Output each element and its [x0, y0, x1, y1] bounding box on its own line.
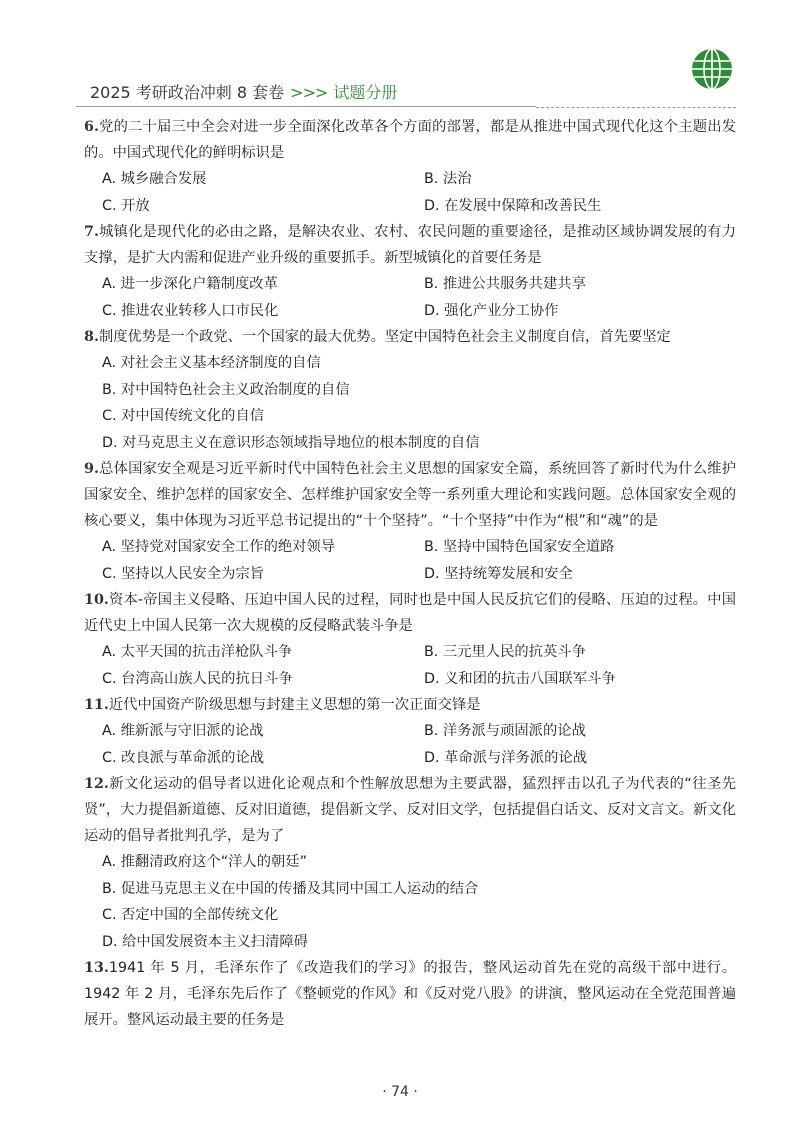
page-number: · 74 ·	[382, 1084, 418, 1100]
answer-option: B. 推进公共服务共建共享	[424, 276, 586, 292]
answer-options	[84, 271, 736, 324]
question-13	[84, 955, 736, 1033]
header-rule	[76, 106, 536, 107]
answer-option: A. 对社会主义基本经济制度的自信	[102, 355, 321, 371]
question-12	[84, 771, 736, 955]
answer-option: A. 太平天国的抗击洋枪队斗争	[102, 644, 293, 660]
question-stem	[84, 955, 736, 1033]
question-6	[84, 114, 736, 219]
answer-option: D. 强化产业分工协作	[424, 302, 559, 319]
answer-option: D. 对马克思主义在意识形态领域指导地位的根本制度的自信	[102, 434, 480, 451]
page-header	[76, 74, 736, 108]
answer-option: D. 义和团的抗击八国联军斗争	[424, 670, 616, 687]
answer-options	[84, 849, 736, 955]
answer-options	[84, 350, 736, 456]
header-arrows: >>>	[290, 83, 328, 102]
section-title: 试题分册	[333, 83, 398, 102]
question-number: 12.	[84, 776, 109, 792]
question-stem	[84, 587, 736, 639]
answer-option: C. 否定中国的全部传统文化	[102, 907, 279, 923]
question-text: 资本-帝国主义侵略、压迫中国人民的过程，同时也是中国人民反抗它们的侵略、压迫的过程。中国近代史上中国人民第一次大规模的反侵略武装斗争是	[84, 592, 736, 634]
question-text: 制度优势是一个政党、一个国家的最大优势。坚定中国特色社会主义制度自信，首先要坚定	[98, 329, 671, 345]
answer-option: A. 推翻清政府这个“洋人的朝廷”	[102, 854, 307, 870]
question-number: 9.	[84, 461, 99, 477]
question-number: 8.	[84, 329, 99, 345]
answer-option: D. 坚持统筹发展和安全	[424, 565, 573, 582]
question-text: 新文化运动的倡导者以进化论观点和个性解放思想为主要武器，猛烈抨击以孔子为代表的“往圣先贤”，大力提倡新道德、反对旧道德，提倡新文学、反对旧文学，包括提倡白话文、反对文言文。新文化运动的倡导者批判孔学，是为了	[84, 776, 736, 844]
answer-option: B. 坚持中国特色国家安全道路	[424, 539, 615, 555]
question-stem	[84, 692, 736, 718]
answer-option: C. 改良派与革命派的论战	[102, 749, 265, 766]
header-title	[90, 80, 397, 103]
question-text: 近代中国资产阶级思想与封建主义思想的第一次正面交锋是	[108, 697, 481, 713]
header-dashed-rule	[536, 107, 736, 108]
question-text: 党的二十届三中全会对进一步全面深化改革各个方面的部署，都是从推进中国式现代化这个主题出发的。中国式现代化的鲜明标识是	[84, 119, 736, 161]
question-8	[84, 324, 736, 456]
question-text: 城镇化是现代化的必由之路，是解决农业、农村、农民问题的重要途径，是推动区域协调发展的有力支撑，是扩大内需和促进产业升级的重要抓手。新型城镇化的首要任务是	[84, 224, 736, 266]
question-11	[84, 692, 736, 771]
question-stem	[84, 114, 736, 166]
answer-option: D. 革命派与洋务派的论战	[424, 749, 588, 766]
answer-option: C. 对中国传统文化的自信	[102, 408, 265, 424]
answer-option: B. 法治	[424, 171, 472, 187]
answer-option: B. 对中国特色社会主义政治制度的自信	[102, 381, 350, 398]
book-title: 2025 考研政治冲刺 8 套卷	[90, 83, 285, 102]
answer-option: A. 城乡融合发展	[102, 171, 207, 187]
question-number: 11.	[84, 697, 109, 713]
answer-option: B. 三元里人民的抗英斗争	[424, 644, 586, 660]
question-9	[84, 456, 736, 587]
answer-option: C. 台湾高山族人民的抗日斗争	[102, 670, 293, 687]
question-10	[84, 587, 736, 692]
question-7	[84, 219, 736, 324]
question-text: 1941 年 5 月，毛泽东作了《改造我们的学习》的报告，整风运动首先在党的高级干部中进行。1942 年 2 月，毛泽东先后作了《整顿党的作风》和《反对党八股》的讲演，整风运动在全党范围普遍展开。整风运动最主要的任务是	[84, 960, 736, 1028]
answer-options	[84, 639, 736, 692]
answer-options	[84, 718, 736, 771]
answer-option: B. 促进马克思主义在中国的传播及其同中国工人运动的结合	[102, 880, 479, 897]
question-stem	[84, 324, 736, 350]
question-stem	[84, 771, 736, 849]
globe-logo-icon	[690, 47, 734, 91]
answer-option: B. 洋务派与顽固派的论战	[424, 723, 586, 739]
question-text: 总体国家安全观是习近平新时代中国特色社会主义思想的国家安全篇，系统回答了新时代为什么维护国家安全、维护怎样的国家安全、怎样维护国家安全等一系列重大理论和实践问题。总体国家安全观的核心要义，集中体现为习近平总书记提出的“十个坚持”。“十个坚持”中作为“根”和“魂”的是	[84, 461, 736, 529]
answer-options	[84, 166, 736, 219]
answer-option: D. 在发展中保障和改善民生	[424, 197, 602, 214]
question-number: 6.	[84, 119, 99, 135]
answer-option: A. 维新派与守旧派的论战	[102, 723, 264, 739]
answer-options	[84, 534, 736, 587]
question-stem	[84, 219, 736, 271]
answer-option: C. 开放	[102, 197, 150, 214]
question-list	[84, 114, 736, 1033]
answer-option: D. 给中国发展资本主义扫清障碍	[102, 933, 308, 950]
answer-option: C. 坚持以人民安全为宗旨	[102, 565, 265, 582]
question-number: 7.	[84, 224, 99, 240]
question-number: 13.	[84, 960, 109, 976]
answer-option: C. 推进农业转移人口市民化	[102, 302, 279, 319]
answer-option: A. 坚持党对国家安全工作的绝对领导	[102, 539, 336, 555]
question-stem	[84, 456, 736, 534]
answer-option: A. 进一步深化户籍制度改革	[102, 276, 278, 292]
question-number: 10.	[84, 592, 109, 608]
